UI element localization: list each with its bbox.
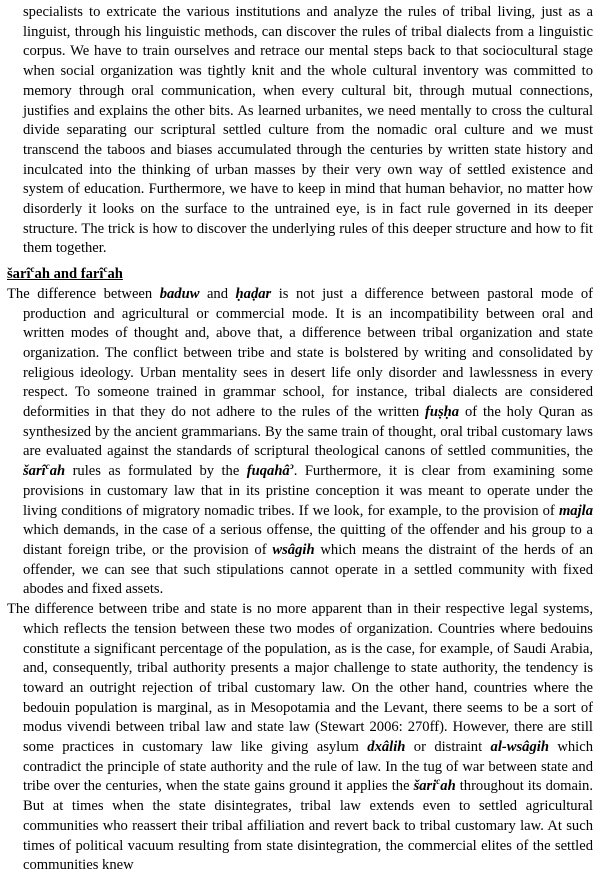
text-run: which demands, in the case of a serious offense, the quitting of the offender and his group to a distant foreign tribe, or the provision of: [23, 522, 593, 558]
term-al-wsagih: al-wsâgih: [490, 739, 549, 756]
term-majla: majla: [558, 502, 593, 519]
text-run: of the holy Quran as synthesized by the ancient grammarians. By the same train of thought, oral tribal customary laws are evaluated against the standards of scriptural theological canons of settled communities, the: [23, 404, 593, 460]
text-run: and: [199, 285, 236, 302]
term-sariah-sup: c: [45, 461, 50, 472]
term-dxalih: dxâlih: [367, 739, 406, 756]
term-sariah-a: šarî: [23, 463, 46, 480]
heading-text-1: šarî: [7, 266, 31, 283]
term-sariah: [23, 463, 65, 479]
term-fusha: fuṣḥa: [425, 404, 460, 421]
paragraph-baduw-hadar: [7, 285, 593, 600]
intro-paragraph: specialists to extricate the various institutions and analyze the rules of tribal living, just as a linguist, through his linguistic methods, can discover the rules of tribal dialects from a linguistic corpus. We have to train ourselves and retrace our mental steps back to that sociocultural stage when social organization was tightly knit and the whole cultural inventory was committed to memory through oral communication, when every cultural bit, through mutual connections, justifies and explains the other bits. As learned urbanites, we need mentally to cross the cultural divide separating our scriptural settled culture from the nomadic oral culture and we must transcend the taboos and biases accumulated through the centuries by written state history and inculcated into the thinking of urban masses by their very own way of settled existence and system of education. Furthermore, we have to keep in mind that human behavior, no matter how disorderly it looks on the surface to the untrained eye, is in fact rule governed in its deeper structure. The trick is how to discover the underlying rules of this deeper structure and how to fit them together.: [23, 4, 593, 257]
term-sariah-2-sup: c: [436, 776, 441, 787]
term-baduw: baduw: [159, 285, 200, 302]
text-run: rules as formulated by the: [65, 463, 247, 480]
text-run: The difference between: [7, 285, 160, 302]
heading-sup-1: c: [30, 264, 35, 275]
text-run: throughout its domain. But at times when the state disintegrates, tribal law extends even to settled agricultural communities who reassert their tribal affiliation and revert back to tribal customary law. At such times of political vacuum resulting from state disintegration, the commercial elites of the settled communities knew: [23, 778, 593, 874]
text-run: is not just a difference between pastoral mode of production and agricultural or commercial mode. It is an incompatibility between oral and written modes of thought and, above that, a difference between tribal organization and state organization. The conflict between tribe and state is bolstered by writing and consolidated by religious ideology. Urban mentality sees in desert life only disorder and lawlessness in every respect. To someone trained in grammar school, for instance, tribal dialects are considered deformities in that they do not adhere to the rules of the written: [23, 285, 593, 421]
text-run: or distraint: [405, 739, 491, 756]
text-run: which contradict the principle of state authority and the rule of law. In the tug of war between state and tribe over the centuries, when the state gains ground it applies the: [23, 739, 593, 795]
term-wsagih: wsâgih: [272, 541, 315, 558]
term-sariah-2-a: šari: [413, 778, 437, 795]
heading-text-3: ah: [107, 266, 123, 283]
section-heading: [7, 265, 593, 285]
term-hadar: ḥaḍar: [235, 285, 272, 302]
term-fuqaha: [247, 463, 294, 479]
term-fuqaha-base: fuqahâ: [246, 463, 290, 480]
text-run: . Furthermore, it is clear from examining some provisions in customary law that in its pristine conception it was meant to operate under the living conditions of migratory nomadic tribes. If we look, for example, to the provision of: [23, 463, 594, 519]
term-sariah-2-b: ah: [440, 778, 456, 795]
term-sariah-b: ah: [49, 463, 66, 480]
text-run: The difference between tribe and state is no more apparent than in their respective legal systems, which reflects the tension between these two modes of organization. Countries where bedouins constitute a significant percentage of the population, as is the case, for example, of Saudi Arabia, and, consequently, tribal authority presents a major challenge to state authority, the tendency is toward an outright rejection of tribal customary law. On the other hand, countries where the bedouin population is marginal, as in Mesopotamia and the Levant, there seems to be a sort of modus vivendi between tribal law and state law (Stewart 2006: 270ff). However, there are still some practices in customary law like giving asylum: [7, 601, 593, 756]
term-sariah-2: [414, 778, 456, 794]
heading-sup-2: c: [103, 264, 108, 275]
paragraph-tribe-state: [7, 600, 593, 876]
term-fuqaha-sup: ↄ: [289, 461, 294, 472]
heading-text-2: ah and farî: [34, 266, 104, 283]
text-run: which means the distraint of the herds of an offender, we can see that such stipulations cannot operate in a settled community with fixed abodes and fixed assets.: [23, 541, 593, 598]
